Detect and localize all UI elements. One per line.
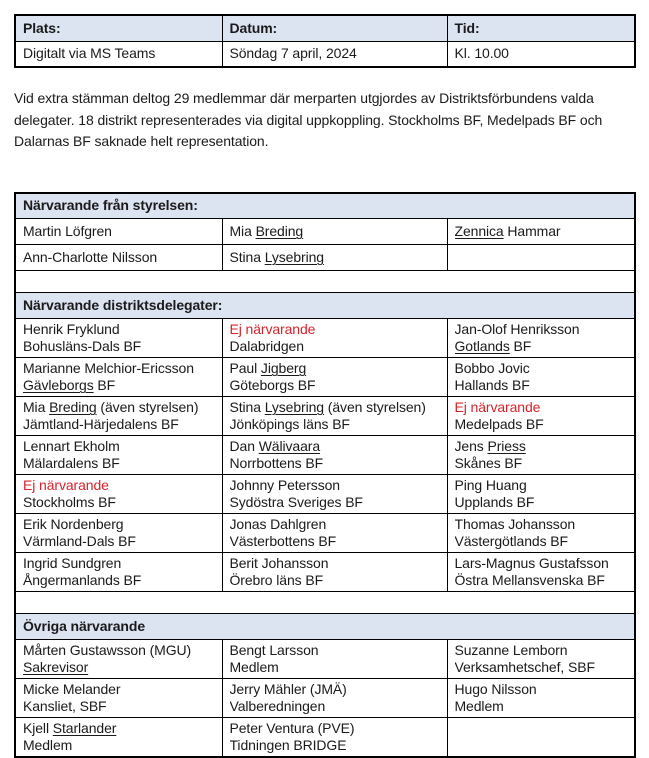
attendee-cell: [15, 245, 222, 271]
section-title: Närvarande distriktsdelegater:: [15, 293, 635, 319]
spellcheck-marked-word: [487, 438, 525, 454]
spacer-row: [15, 592, 635, 614]
attendee-cell: [15, 436, 222, 475]
attendee-cell: [447, 319, 635, 358]
spellcheck-marked-word: [53, 720, 117, 736]
attendee-cell: [222, 514, 447, 553]
attendee-detail: Medlem: [23, 737, 215, 754]
attendee-cell: [447, 679, 635, 718]
attendee-row: [15, 553, 635, 592]
meta-header-row: [15, 15, 635, 41]
meta-value-plats: Digitalt via MS Teams: [15, 41, 222, 67]
attendee-cell: [222, 319, 447, 358]
attendee-name: Thomas Johansson: [455, 516, 628, 533]
attendee-name: Suzanne Lemborn: [455, 642, 628, 659]
attendee-name: Hugo Nilsson: [455, 681, 628, 698]
attendee-detail: Hallands BF: [455, 377, 628, 394]
section-header-row: [15, 193, 635, 219]
attendee-cell: [447, 358, 635, 397]
attendee-detail: Jämtland-Härjedalens BF: [23, 416, 215, 433]
attendee-detail: Örebro läns BF: [230, 572, 440, 589]
meta-value-row: [15, 41, 635, 67]
section-title: Övriga närvarande: [15, 614, 635, 640]
section-header-row: [15, 293, 635, 319]
attendee-name: Henrik Fryklund: [23, 321, 215, 338]
meeting-meta-table: [14, 14, 636, 68]
empty-cell: [447, 718, 635, 758]
attendee-detail: Medlem: [230, 659, 440, 676]
attendee-name: Kjell Starlander: [23, 720, 215, 737]
attendee-detail: Dalabridgen: [230, 338, 440, 355]
spellcheck-marked-word: [259, 438, 320, 454]
spellcheck-marked-word: [265, 249, 324, 265]
spellcheck-squiggle: Breding: [256, 223, 304, 239]
attendee-detail: Mälardalens BF: [23, 455, 215, 472]
spellcheck-marked-word: [265, 399, 324, 415]
meta-header-datum: Datum:: [222, 15, 447, 41]
attendee-cell: [447, 397, 635, 436]
attendee-name: Erik Nordenberg: [23, 516, 215, 533]
attendee-detail: [23, 659, 215, 676]
attendee-cell: [447, 219, 635, 245]
attendee-detail: Bohusläns-Dals BF: [23, 338, 215, 355]
attendee-cell: [15, 553, 222, 592]
attendee-cell: [447, 436, 635, 475]
spellcheck-marked-word: [23, 377, 94, 393]
spellcheck-marked-word: [455, 338, 510, 354]
attendee-name: Jens Priess: [455, 438, 628, 455]
attendee-cell: [222, 245, 447, 271]
attendee-name: Johnny Petersson: [230, 477, 440, 494]
attendee-detail: Jönköpings läns BF: [230, 416, 440, 433]
attendee-cell: [447, 475, 635, 514]
attendee-name: Ingrid Sundgren: [23, 555, 215, 572]
attendee-cell: [222, 553, 447, 592]
attendee-detail: Medelpads BF: [455, 416, 628, 433]
attendee-cell: [222, 397, 447, 436]
attendee-detail: Västerbottens BF: [230, 533, 440, 550]
attendee-cell: [447, 553, 635, 592]
attendee-cell: [447, 640, 635, 679]
section-header-row: [15, 614, 635, 640]
attendee-cell: [222, 679, 447, 718]
attendee-detail: Stockholms BF: [23, 494, 215, 511]
attendee-name: Ann-Charlotte Nilsson: [23, 249, 215, 266]
attendee-detail: Tidningen BRIDGE: [230, 737, 440, 754]
spellcheck-squiggle: Lysebring: [265, 399, 324, 415]
spellcheck-squiggle: Jigberg: [261, 360, 306, 376]
attendee-cell: [222, 718, 447, 758]
attendee-detail: Norrbottens BF: [230, 455, 440, 472]
attendee-cell: [15, 475, 222, 514]
attendee-row: [15, 514, 635, 553]
attendee-detail: Ångermanlands BF: [23, 572, 215, 589]
attendee-cell: [447, 514, 635, 553]
attendee-cell: [15, 679, 222, 718]
attendee-name: Bobbo Jovic: [455, 360, 628, 377]
spellcheck-squiggle: Lysebring: [265, 249, 324, 265]
spellcheck-squiggle: Zennica: [455, 223, 504, 239]
spellcheck-marked-word: [261, 360, 306, 376]
attendee-detail: Skånes BF: [455, 455, 628, 472]
empty-cell: [447, 245, 635, 271]
spacer-row: [15, 271, 635, 293]
meta-header-tid: Tid:: [447, 15, 635, 41]
attendee-cell: [15, 319, 222, 358]
attendee-name: Peter Ventura (PVE): [230, 720, 440, 737]
attendee-name: Lars-Magnus Gustafsson: [455, 555, 628, 572]
attendee-name: Jerry Mähler (JMÄ): [230, 681, 440, 698]
attendee-cell: [15, 358, 222, 397]
attendee-detail: Medlem: [455, 698, 628, 715]
spellcheck-squiggle: Wälivaara: [259, 438, 320, 454]
attendee-name: Ping Huang: [455, 477, 628, 494]
attendee-name: Lennart Ekholm: [23, 438, 215, 455]
attendee-row: [15, 679, 635, 718]
attendee-name: Stina Lysebring: [230, 249, 440, 266]
spacer-cell: [15, 271, 635, 293]
attendee-detail: Valberedningen: [230, 698, 440, 715]
spellcheck-squiggle: Priess: [487, 438, 525, 454]
spellcheck-marked-word: [256, 223, 304, 239]
attendee-cell: [222, 219, 447, 245]
attendee-cell: [15, 640, 222, 679]
attendee-row: [15, 397, 635, 436]
attendee-name: Paul Jigberg: [230, 360, 440, 377]
attendee-name: Mårten Gustawsson (MGU): [23, 642, 215, 659]
attendee-detail: Verksamhetschef, SBF: [455, 659, 628, 676]
spellcheck-squiggle: Breding: [49, 399, 97, 415]
attendee-detail: Sydöstra Sveriges BF: [230, 494, 440, 511]
absent-label: Ej närvarande: [455, 399, 628, 416]
attendee-cell: [15, 718, 222, 758]
absent-label: Ej närvarande: [23, 477, 215, 494]
attendee-cell: [15, 397, 222, 436]
attendee-detail: Gävleborgs BF: [23, 377, 215, 394]
attendee-row: [15, 718, 635, 758]
attendee-detail: Gotlands BF: [455, 338, 628, 355]
attendee-detail: Värmland-Dals BF: [23, 533, 215, 550]
attendee-row: [15, 640, 635, 679]
attendee-name: Jan-Olof Henriksson: [455, 321, 628, 338]
attendee-row: [15, 475, 635, 514]
attendee-name: Bengt Larsson: [230, 642, 440, 659]
intro-paragraph: Vid extra stämman deltog 29 medlemmar där merparten utgjordes av Distriktsförbundens valda delegater. 18 distrikt representerades via digital uppkoppling. Stockholms BF, Medelpads BF och Dalarnas BF saknade helt representation.: [14, 88, 636, 153]
attendee-row: [15, 319, 635, 358]
attendee-detail: Göteborgs BF: [230, 377, 440, 394]
attendee-name: Jonas Dahlgren: [230, 516, 440, 533]
attendee-name: Stina Lysebring (även styrelsen): [230, 399, 440, 416]
attendee-name: Micke Melander: [23, 681, 215, 698]
attendee-name: Martin Löfgren: [23, 223, 215, 240]
attendee-detail: Upplands BF: [455, 494, 628, 511]
spellcheck-marked-word: [23, 659, 88, 675]
attendee-row: [15, 358, 635, 397]
attendance-table: [14, 192, 636, 758]
attendee-row: [15, 245, 635, 271]
meta-header-plats: Plats:: [15, 15, 222, 41]
attendance-table-body: [15, 193, 635, 758]
section-title: Närvarande från styrelsen:: [15, 193, 635, 219]
spellcheck-marked-word: [455, 223, 504, 239]
attendee-cell: [222, 475, 447, 514]
attendee-detail: Kansliet, SBF: [23, 698, 215, 715]
meta-value-tid: Kl. 10.00: [447, 41, 635, 67]
attendee-cell: [15, 219, 222, 245]
attendee-row: [15, 219, 635, 245]
meta-value-datum: Söndag 7 april, 2024: [222, 41, 447, 67]
attendee-name: Zennica Hammar: [455, 223, 628, 240]
attendee-cell: [222, 358, 447, 397]
attendee-detail: Västergötlands BF: [455, 533, 628, 550]
attendee-name: Mia Breding (även styrelsen): [23, 399, 215, 416]
spellcheck-squiggle: Gotlands: [455, 338, 510, 354]
attendee-cell: [222, 640, 447, 679]
attendee-row: [15, 436, 635, 475]
attendee-name: Marianne Melchior-Ericsson: [23, 360, 215, 377]
attendee-name: Dan Wälivaara: [230, 438, 440, 455]
spellcheck-squiggle: Gävleborgs: [23, 377, 94, 393]
spellcheck-marked-word: [49, 399, 97, 415]
attendee-cell: [222, 436, 447, 475]
attendee-name: Mia Breding: [230, 223, 440, 240]
spellcheck-squiggle: Sakrevisor: [23, 659, 88, 675]
attendee-cell: [15, 514, 222, 553]
attendee-detail: Östra Mellansvenska BF: [455, 572, 628, 589]
spacer-cell: [15, 592, 635, 614]
spellcheck-squiggle: Starlander: [53, 720, 117, 736]
absent-label: Ej närvarande: [230, 321, 440, 338]
attendee-name: Berit Johansson: [230, 555, 440, 572]
